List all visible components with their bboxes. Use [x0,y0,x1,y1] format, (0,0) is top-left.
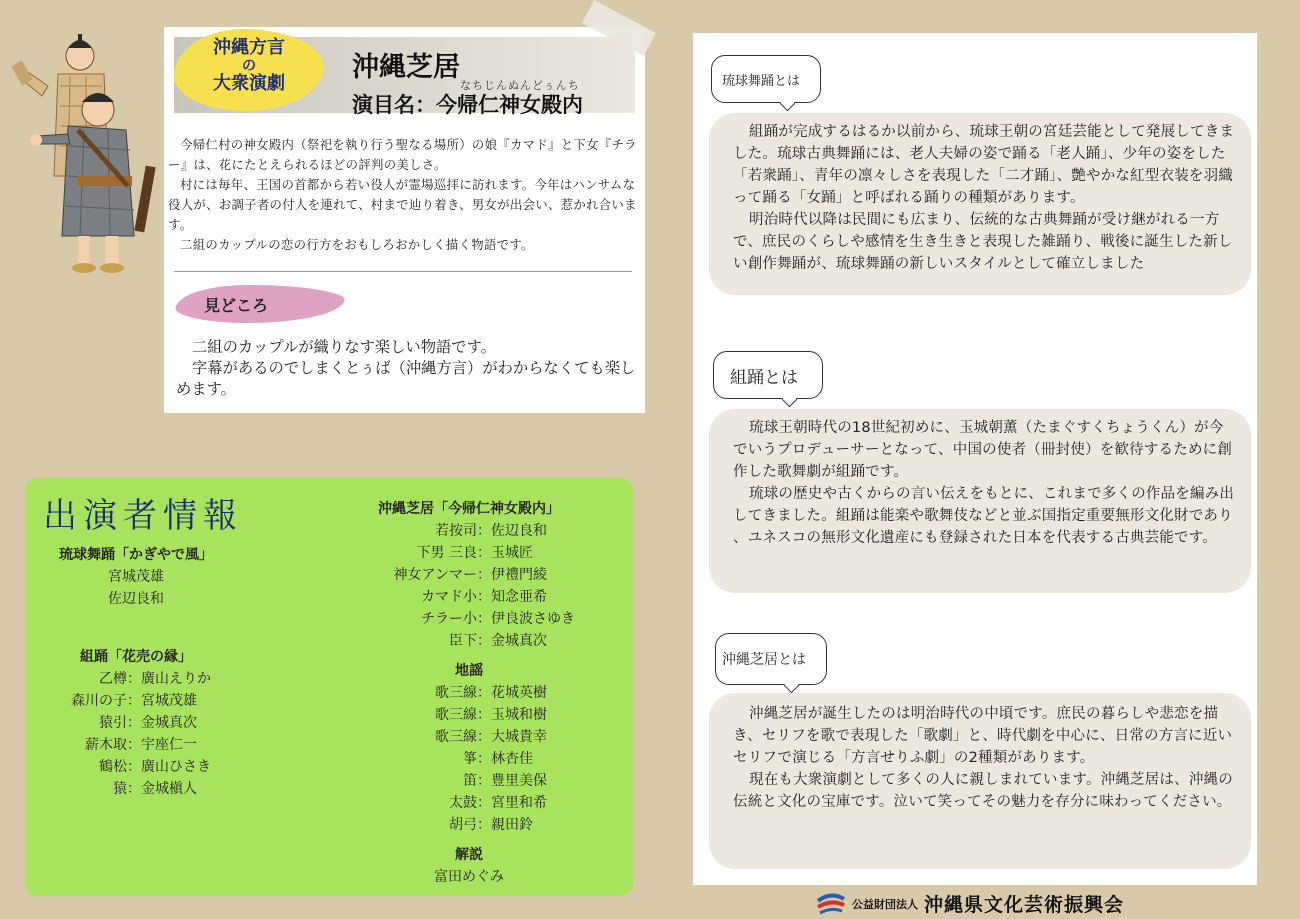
section-bubble [713,351,823,399]
role-label: 猿 [113,781,127,797]
role-line: 歌三線 ： 玉城和樹 [349,704,589,726]
org-prefix: 公益財団法人 [852,897,918,911]
role-label: 歌三線 [435,729,477,745]
cast-column-left [31,544,241,800]
section-box-ryukyu-dance [709,113,1251,295]
role-line: 薪木取 ： 宇座仁一 [31,734,241,756]
role-line: 歌三線 ： 大城貴幸 [349,726,589,748]
role-line: チラー小 ： 伊良波さゆき [349,608,589,630]
program-card [164,27,645,413]
role-line: 歌三線 ： 花城英樹 [349,682,589,704]
role-line: 神女アンマー ： 伊禮門綾 [349,564,589,586]
performer-name: 伊禮門綾 [491,567,547,583]
program-ruby: なちじんぬんどぅんち [460,79,580,92]
role-label: 臣下 [449,633,477,649]
actors-illustration [8,26,164,276]
highlight-text [176,337,642,400]
section-box-okinawa-shibai [709,693,1251,869]
explanation-panel [693,33,1257,885]
role-label: 猿引 [99,715,127,731]
badge-line-3: 大衆演劇 [213,73,285,94]
section-bubble-label: 組踊とは [730,367,798,388]
synopsis-paragraph: 二組のカップルの恋の行方をおもしろおかしく描く物語です。 [180,237,534,252]
section-paragraph: 現在も大衆演劇として多くの人に親しまれています。沖縄芝居は、沖縄の伝統と文化の宝庫です。泣いて笑ってその魅力を存分に味わってください。 [733,772,1233,810]
section-paragraph: 明治時代以降は民間にも広まり、伝統的な古典舞踊が受け継がれる一方で、庶民のくらしや感情を生き生きと表現した雑踊り、戦後に誕生した新しい創作舞踊が、琉球舞踊の新しいスタイルとして確立しました [733,212,1233,272]
role-label: 若按司 [435,523,477,539]
performer-name: 玉城匠 [491,545,533,561]
okinawa-shibai-heading: 沖縄芝居「今帰仁神女殿内」 [378,501,560,517]
performer-name: 大城貴幸 [491,729,547,745]
role-label: 歌三線 [435,707,477,723]
performer-name: 親田鈴 [491,817,533,833]
role-line: 笛 ： 豊里美保 [349,770,589,792]
ryukyu-dance-heading: 琉球舞踊「かぎやで風」 [59,547,213,563]
program-title: 演目名：今帰仁神女殿内 [352,93,583,117]
performer-name: 宮里和希 [491,795,547,811]
cast-column-right [349,498,589,888]
role-line: 若按司 ： 佐辺良和 [349,520,589,542]
section-box-kumiodori [709,409,1251,593]
role-label: 箏 [463,751,477,767]
performer-name: 金城槇人 [141,781,197,797]
role-label: 歌三線 [435,685,477,701]
role-label: 森川の子 [71,693,127,709]
role-line: 臣下 ： 金城真次 [349,630,589,652]
commentator-name: 富田めぐみ [434,869,504,885]
role-line: 下男 三良 ： 玉城匠 [349,542,589,564]
role-line: 猿 ： 金城槇人 [31,778,241,800]
performer-name: 豊里美保 [491,773,547,789]
section-bubble [715,633,827,685]
kumiodori-heading: 組踊「花売の縁」 [80,649,192,665]
performer-name: 金城真次 [491,633,547,649]
role-line: 森川の子 ： 宮城茂雄 [31,690,241,712]
role-line: カマド小 ： 知念亜希 [349,586,589,608]
role-label: 乙樽 [99,671,127,687]
section-paragraph: 沖縄芝居が誕生したのは明治時代の中頃です。庶民の暮らしや悲恋を描き、セリフを歌で表現した「歌劇」と、時代劇を中心に、日常の方言に近いセリフで演じる「方言せりふ劇」の2種類があります。 [733,706,1233,766]
cast-title: 出演者情報 [43,496,243,536]
role-label: 下男 三良 [416,545,477,561]
org-name: 沖縄県文化芸術振興会 [924,894,1125,916]
jiutai-heading: 地謡 [455,663,483,679]
role-line: 太鼓 ： 宮里和希 [349,792,589,814]
performer-name: 知念亜希 [491,589,547,605]
performer-name: 宮城茂雄 [141,693,197,709]
performer-name: 佐辺良和 [108,591,164,607]
genre-title: 沖縄芝居 [352,52,460,83]
performer-name: 廣山ひさき [141,759,211,775]
performer-name: 玉城和樹 [491,707,547,723]
role-line: 箏 ： 林杏佳 [349,748,589,770]
role-label: 鶴松 [99,759,127,775]
divider [174,271,632,272]
performer-name: 伊良波さゆき [491,611,575,627]
section-bubble-label: 沖縄芝居とは [722,652,806,668]
section-paragraph: 琉球王朝時代の18世紀初めに、玉城朝薫（たまぐすくちょうくん）が今でいうプロデューサーとなって、中国の使者（冊封使）を歓待するために創作した歌舞劇が組踊です。 [733,420,1233,480]
role-label: 太鼓 [449,795,477,811]
foundation-logo-icon [816,891,846,917]
highlight-paragraph: 二組のカップルが織りなす楽しい物語です。 [192,338,496,356]
genre-badge [174,37,324,95]
performer-name: 佐辺良和 [491,523,547,539]
performer-name: 花城英樹 [491,685,547,701]
role-label: 神女アンマー [393,567,477,583]
organization-logo [816,890,1124,917]
performer-name: 金城真次 [141,715,197,731]
performer-name: 宇座仁一 [141,737,197,753]
badge-line-1: 沖縄方言 [213,37,285,58]
highlight-paragraph: 字幕があるのでしまくとぅば（沖縄方言）がわからなくても楽しめます。 [176,359,636,398]
role-line: 胡弓 ： 親田鈴 [349,814,589,836]
role-line: 鶴松 ： 廣山ひさき [31,756,241,778]
performer-name: 廣山えりか [141,671,211,687]
highlight-label: 見どころ [204,296,269,315]
section-bubble-label: 琉球舞踊とは [722,73,801,89]
role-line: 乙樽 ： 廣山えりか [31,668,241,690]
commentary-heading: 解説 [455,847,483,863]
cast-card [25,478,633,896]
synopsis-paragraph: 今帰仁村の神女殿内（祭祀を執り行う聖なる場所）の娘『カマド』と下女『チラー』は、花にたとえられるほどの評判の美しさ。 [168,137,637,172]
role-label: 笛 [463,773,477,789]
performer-name: 宮城茂雄 [108,569,164,585]
role-label: 薪木取 [85,737,127,753]
role-label: カマド小 [421,589,477,605]
role-label: 胡弓 [449,817,477,833]
section-paragraph: 組踊が完成するはるか以前から、琉球王朝の宮廷芸能として発展してきました。琉球古典舞踊には、老人夫婦の姿で踊る「老人踊」、少年の姿をした「若衆踊」、青年の凛々しさを表現した「二才踊」、艶やかな紅型衣装を羽織って踊る「女踊」と呼ばれる踊りの種類があります。 [733,124,1235,206]
synopsis [168,135,638,255]
section-paragraph: 琉球の歴史や古くからの言い伝えをもとに、これまで多くの作品を編み出してきました。組踊は能楽や歌舞伎などと並ぶ国指定重要無形文化財であり 、ユネスコの無形文化遺産にも登録された日本を代表する古典芸能です。 [733,486,1235,546]
synopsis-paragraph: 村には毎年、王国の首都から若い役人が霊場巡拝に訪れます。今年はハンサムな役人が、お調子者の付人を連れて、村まで辿り着き、男女が出会い、惹かれ合います。 [168,177,637,232]
role-line: 猿引 ： 金城真次 [31,712,241,734]
role-label: チラー小 [421,611,477,627]
performer-name: 林杏佳 [491,751,533,767]
badge-line-2: の [242,58,256,74]
section-bubble [711,55,821,103]
